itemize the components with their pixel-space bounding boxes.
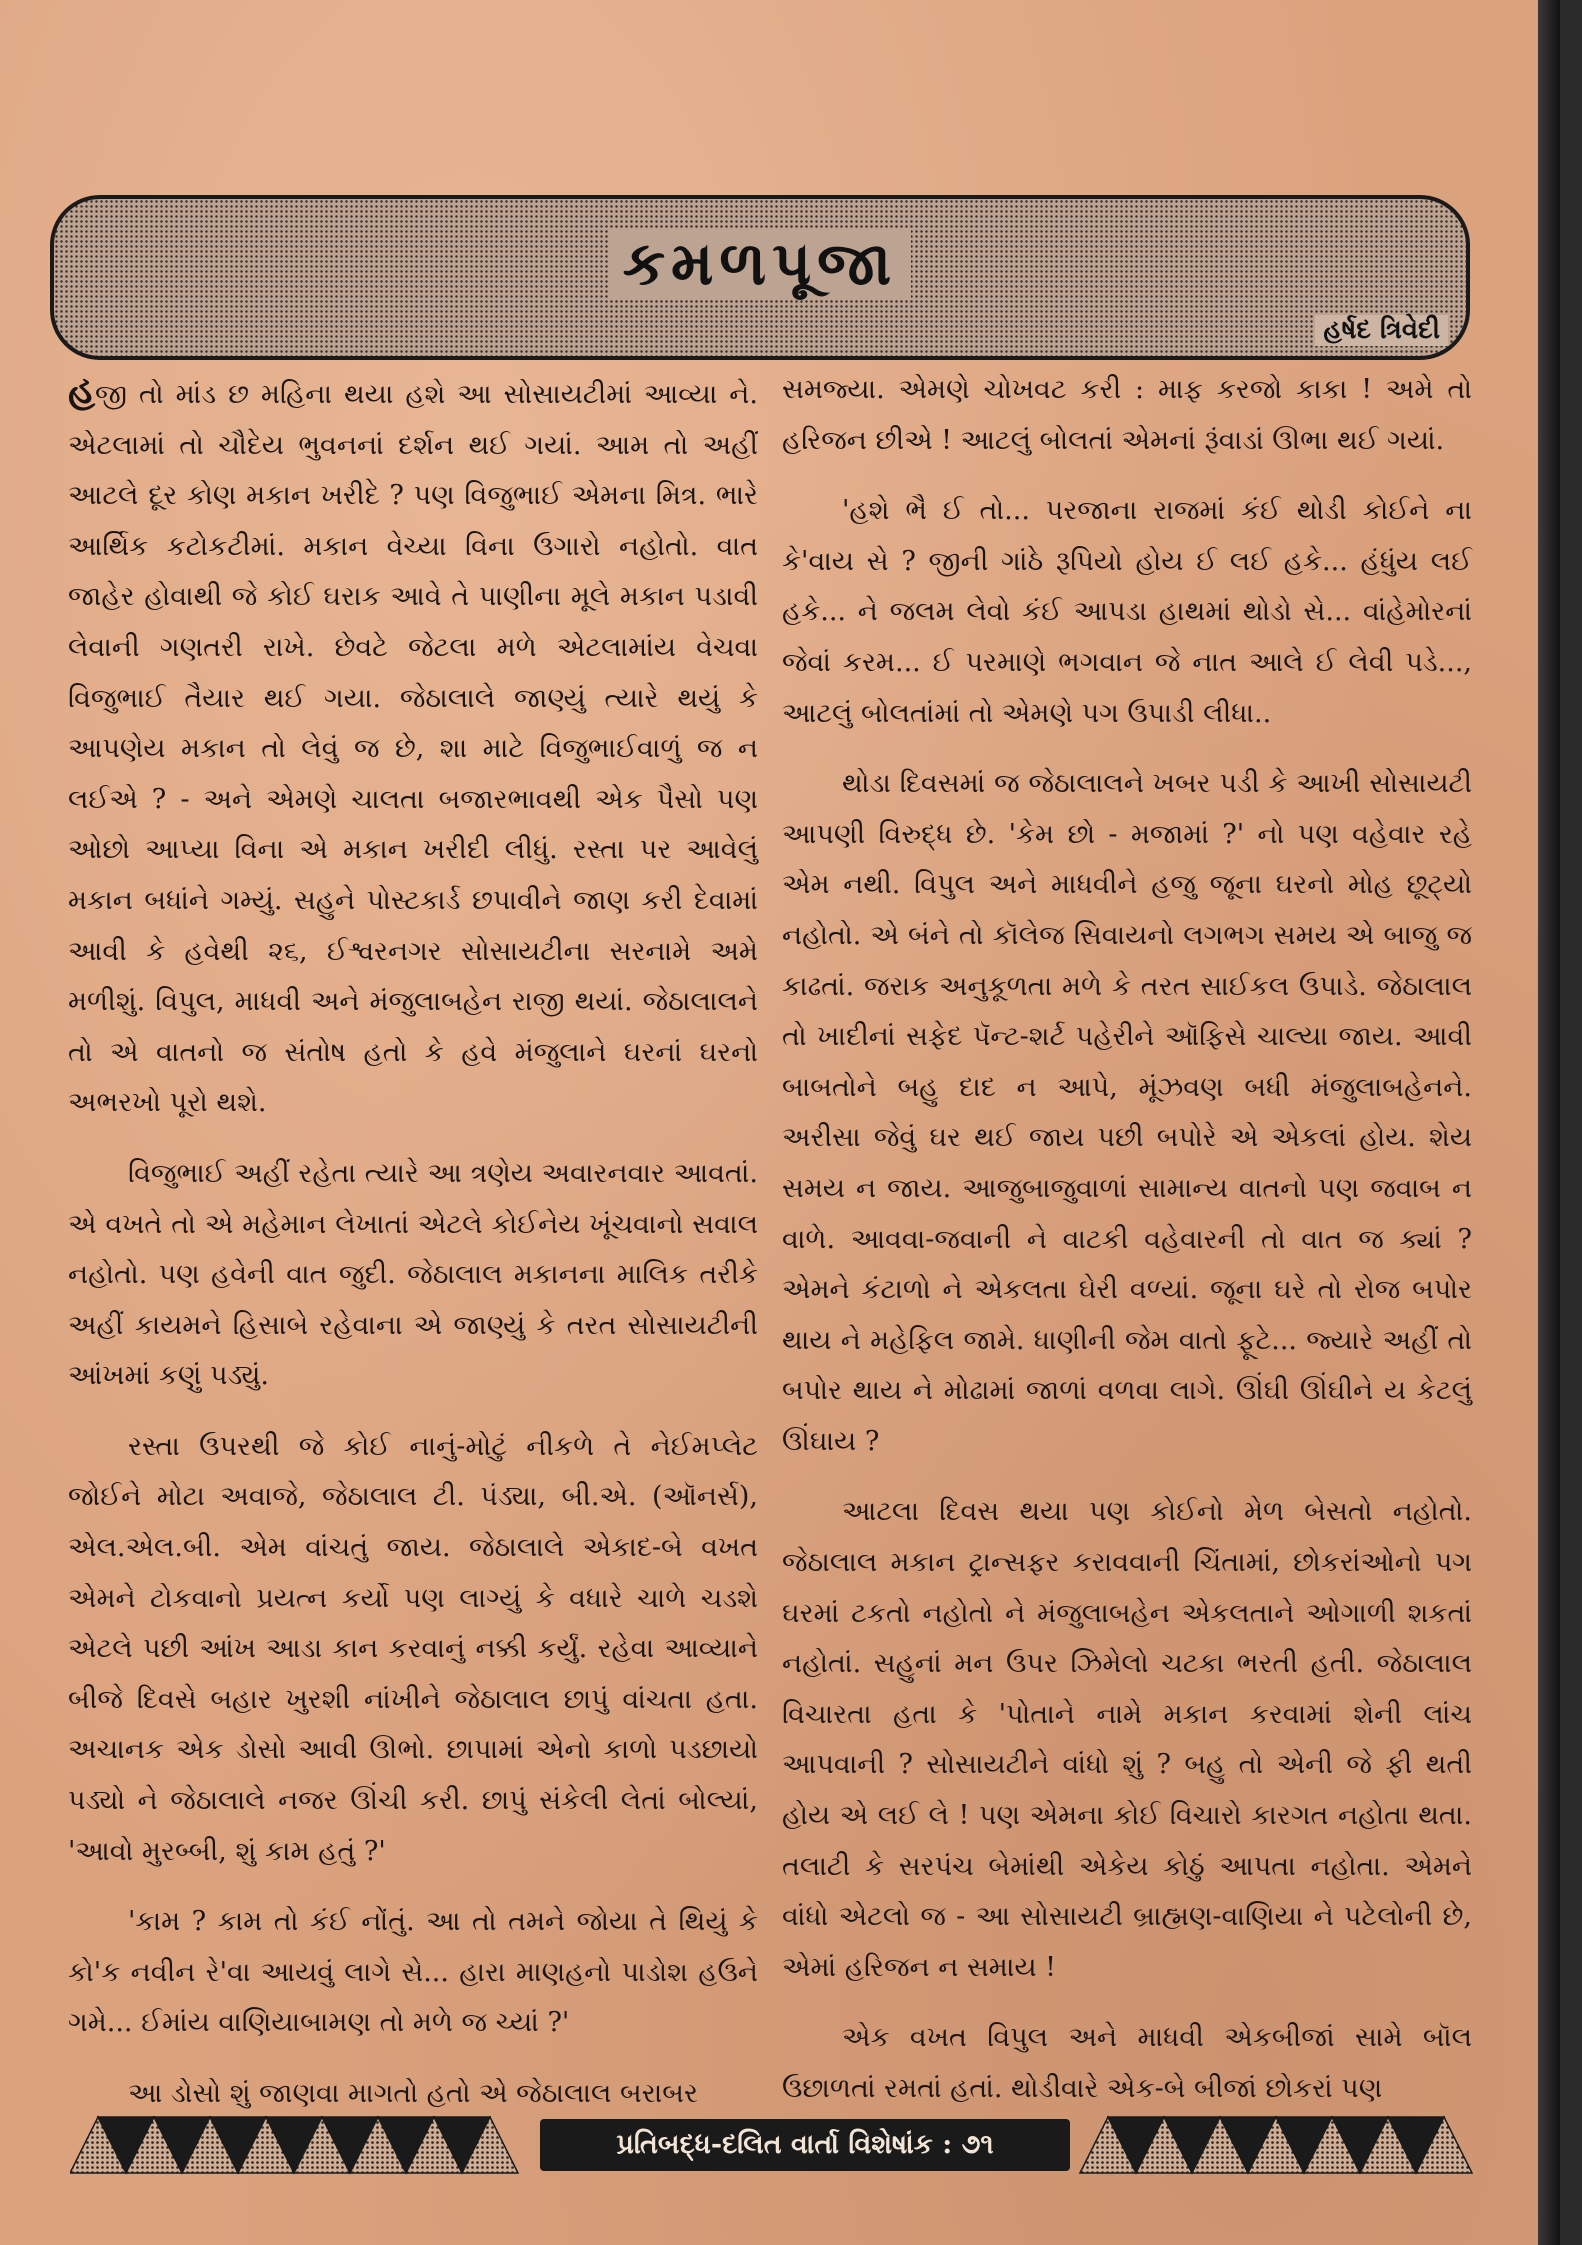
paragraph: 'કામ ? કામ તો કંઈ નોંતું. આ તો તમને જોયા તે થિયું કે કો'ક નવીન રે'વા આયવું લાગે સે... હારા માણહનો પાડોશ હઉને ગમે... ઈમાંય વાણિયાબામણ તો મળે જ ચ્યાં ?' bbox=[68, 1906, 758, 2039]
footer-label: પ્રતિબદ્ધ-દલિત વાર્તા વિશેષાંક : ૭૧ bbox=[540, 2119, 1070, 2171]
story-title: કમળપૂજા bbox=[54, 229, 1466, 299]
right-column bbox=[782, 365, 1472, 2104]
title-banner bbox=[50, 195, 1470, 360]
page-footer bbox=[70, 2115, 1480, 2175]
paragraph: એક વખત વિપુલ અને માધવી એકબીજાં સામે બૉલ ઉછાળતાં રમતાં હતાં. થોડીવારે એક-બે બીજાં છોકરાં પણ bbox=[782, 2022, 1472, 2104]
paragraph: આ ડોસો શું જાણવા માગતો હતો એ જેઠાલાલ બરાબર bbox=[128, 2078, 698, 2109]
page-edge bbox=[1538, 0, 1560, 2245]
dropcap: હ bbox=[68, 367, 96, 412]
paragraph: રસ્તા ઉપરથી જે કોઈ નાનું-મોટું નીકળે તે નેઈમપ્લેટ જોઈને મોટા અવાજે, જેઠાલાલ ટી. પંડ્યા, બી.એ. (ઑનર્સ), એલ.એલ.બી. એમ વાંચતું જાય. જેઠાલાલે એકાદ-બે વખત એમને ટોકવાનો પ્રયત્ન કર્યો પણ લાગ્યું કે વધારે ચાળે ચડશે એટલે પછી આંખ આડા કાન કરવાનું નક્કી કર્યું. રહેવા આવ્યાને બીજે દિવસે બહાર ખુરશી નાંખીને જેઠાલાલ છાપું વાંચતા હતા. અચાનક એક ડોસો આવી ઊભો. છાપામાં એનો કાળો પડછાયો પડ્યો ને જેઠાલાલે નજર ઊંચી કરી. છાપું સંકેલી લેતાં બોલ્યાં, 'આવો મુરબ્બી, શું કામ હતું ?' bbox=[68, 1430, 758, 1867]
paragraph: સમજ્યા. એમણે ચોખવટ કરી : માફ કરજો કાકા ! અમે તો હરિજન છીએ ! આટલું બોલતાં એમનાં રૂંવાડાં ઊભા થઈ ગયાં. bbox=[782, 374, 1472, 456]
paragraph: હજી તો માંડ છ મહિના થયા હશે આ સોસાયટીમાં આવ્યા ને. એટલામાં તો ચૌદેય ભુવનનાં દર્શન થઈ ગયાં. આમ તો અહીં આટલે દૂર કોણ મકાન ખરીદે ? પણ વિજુભાઈ એમના મિત્ર. ભારે આર્થિક કટોકટીમાં. મકાન વેચ્યા વિના ઉગારો નહોતો. વાત જાહેર હોવાથી જે કોઈ ઘરાક આવે તે પાણીના મૂલે મકાન પડાવી લેવાની ગણતરી રાખે. છેવટે જેટલા મળે એટલામાંય વેચવા વિજુભાઈ તૈયાર થઈ ગયા. જેઠાલાલે જાણ્યું ત્યારે થયું કે આપણેય મકાન તો લેવું જ છે, શા માટે વિજુભાઈવાળું જ ન લઈએ ? - અને એમણે ચાલતા બજારભાવથી એક પૈસો પણ ઓછો આપ્યા વિના એ મકાન ખરીદી લીધું. રસ્તા પર આવેલું મકાન બધાંને ગમ્યું. સહુને પોસ્ટકાર્ડ છપાવીને જાણ કરી દેવામાં આવી કે હવેથી ૨૬, ઈશ્વરનગર સોસાયટીના સરનામે અમે મળીશું. વિપુલ, માધવી અને મંજુલાબહેન રાજી થયાં. જેઠાલાલને તો એ વાતનો જ સંતોષ હતો કે હવે મંજુલાને ઘરનાં ઘરનો અભરખો પૂરો થશે. bbox=[68, 367, 758, 1119]
author-name: હર્ષદ ત્રિવેદી bbox=[1315, 315, 1448, 346]
paragraph: વિજુભાઈ અહીં રહેતા ત્યારે આ ત્રણેય અવારનવાર આવતાં. એ વખતે તો એ મહેમાન લેખાતાં એટલે કોઈનેય ખૂંચવાનો સવાલ નહોતો. પણ હવેની વાત જુદી. જેઠાલાલ મકાનના માલિક તરીકે અહીં કાયમને હિસાબે રહેવાના એ જાણ્યું કે તરત સોસાયટીની આંખમાં કણું પડ્યું. bbox=[68, 1157, 758, 1392]
paragraph: થોડા દિવસમાં જ જેઠાલાલને ખબર પડી કે આખી સોસાયટી આપણી વિરુદ્ધ છે. 'કેમ છો - મજામાં ?' નો પણ વહેવાર રહે એમ નથી. વિપુલ અને માધવીને હજુ જૂના ઘરનો મોહ છૂટ્યો નહોતો. એ બંને તો કૉલેજ સિવાયનો લગભગ સમય એ બાજુ જ કાઢતાં. જરાક અનુકૂળતા મળે કે તરત સાઈકલ ઉપાડે. જેઠાલાલ તો ખાદીનાં સફેદ પૅન્ટ-શર્ટ પહેરીને ઑફિસે ચાલ્યા જાય. આવી બાબતોને બહુ દાદ ન આપે, મૂંઝવણ બધી મંજુલાબહેનને. અરીસા જેવું ઘર થઈ જાય પછી બપોરે એ એકલાં હોય. શેય સમય ન જાય. આજુબાજુવાળાં સામાન્ય વાતનો પણ જવાબ ન વાળે. આવવા-જવાની ને વાટકી વહેવારની તો વાત જ ક્યાં ? એમને કંટાળો ને એકલતા ઘેરી વળ્યાં. જૂના ઘરે તો રોજ બપોર થાય ને મહેફિલ જામે. ધાણીની જેમ વાતો ફૂટે... જ્યારે અહીં તો બપોર થાય ને મોઢામાં જાળાં વળવા લાગે. ઊંઘી ઊંઘીને ય કેટલું ઊંઘાય ? bbox=[782, 768, 1472, 1457]
paragraph: આટલા દિવસ થયા પણ કોઈનો મેળ બેસતો નહોતો. જેઠાલાલ મકાન ટ્રાન્સફર કરાવવાની ચિંતામાં, છોકરાંઓનો પગ ઘરમાં ટકતો નહોતો ને મંજુલાબહેન એકલતાને ઓગાળી શકતાં નહોતાં. સહુનાં મન ઉપર ઝિમેલો ચટકા ભરતી હતી. જેઠાલાલ વિચારતા હતા કે 'પોતાને નામે મકાન કરવામાં શેની લાંચ આપવાની ? સોસાયટીને વાંધો શું ? બહુ તો એની જે ફી થતી હોય એ લઈ લે ! પણ એમના કોઈ વિચારો કારગત નહોતા થતા. તલાટી કે સરપંચ બેમાંથી એકેય કોઠું આપતા નહોતા. એમને વાંધો એટલો જ - આ સોસાયટી બ્રાહ્મણ-વાણિયા ને પટેલોની છે, એમાં હરિજન ન સમાય ! bbox=[782, 1496, 1472, 1983]
paragraph: 'હશે ભૈ ઈ તો... પરજાના રાજમાં કંઈ થોડી કોઈને ના કે'વાય સે ? જીની ગાંઠે રૂપિયો હોય ઈ લઈ હકે... હંધુંય લઈ હકે... ને જલમ લેવો કંઈ આપડા હાથમાં થોડો સે... વાંહેમોરનાં જેવાં કરમ... ઈ પરમાણે ભગવાન જે નાત આલે ઈ લેવી પડે..., આટલું બોલતાંમાં તો એમણે પગ ઉપાડી લીધા.. bbox=[782, 495, 1472, 729]
left-column bbox=[68, 365, 758, 2109]
